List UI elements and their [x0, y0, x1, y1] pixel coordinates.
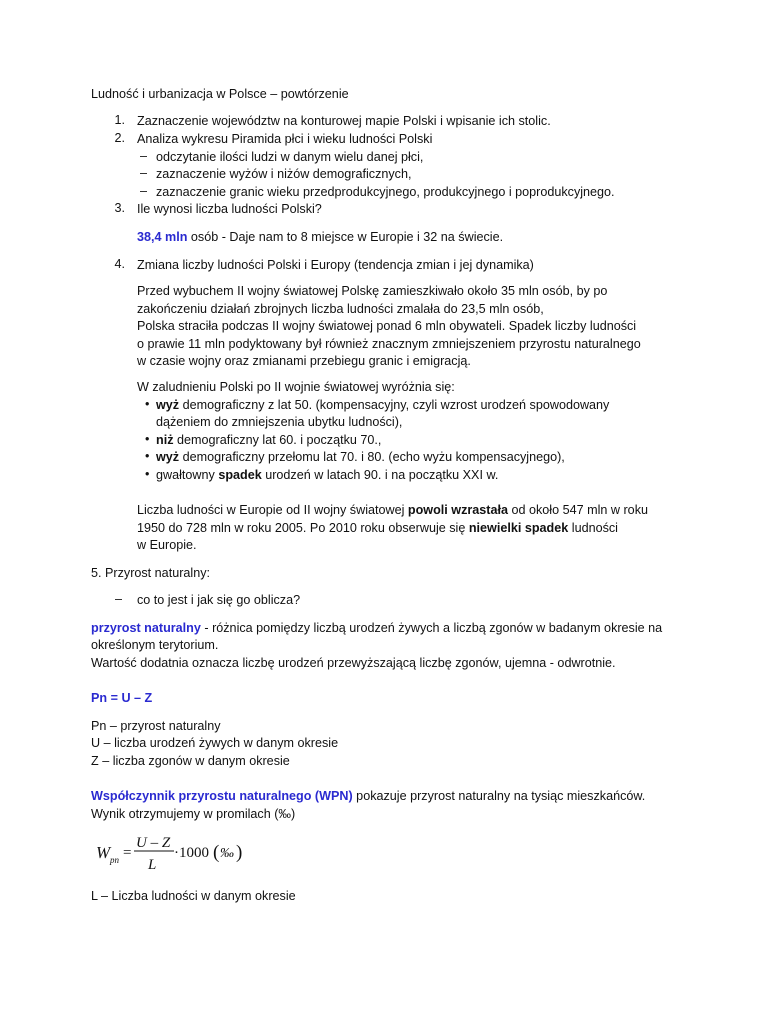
- dash-icon: –: [140, 166, 148, 180]
- answer-text: osób - Daje nam to 8 miejsce w Europie i 32 na świecie.: [187, 230, 504, 244]
- list-number: 3.: [114, 201, 125, 215]
- legend-line: U – liczba urodzeń żywych w danym okresie: [91, 736, 339, 750]
- formula-equals: =: [123, 845, 132, 861]
- bullet-item: gwałtowny spadek urodzeń w latach 90. i na początku XXI w.: [156, 468, 499, 482]
- bullet-item: wyż demograficzny przełomu lat 70. i 80. (echo wyżu kompensacyjnego),: [156, 450, 565, 464]
- list-item: Zaznaczenie województw na konturowej mapie Polski i wpisanie ich stolic.: [137, 114, 551, 128]
- paragraph-line: Liczba ludności w Europie od II wojny światowej powoli wzrastała od około 547 mln w roku: [137, 503, 648, 517]
- sub-item: zaznaczenie wyżów i niżów demograficznych,: [156, 167, 412, 181]
- paren-close: ): [236, 842, 243, 863]
- list-item: Analiza wykresu Piramida płci i wieku ludności Polski: [137, 132, 433, 146]
- paragraph-line: 1950 do 728 mln w roku 2005. Po 2010 roku obserwuje się niewielki spadek ludności: [137, 521, 618, 535]
- formula-unit: ‰: [220, 846, 234, 861]
- sub-item: zaznaczenie granic wieku przedprodukcyjnego, produkcyjnego i poprodukcyjnego.: [156, 185, 615, 199]
- paragraph-intro: W zaludnieniu Polski po II wojnie światowej wyróżnia się:: [137, 380, 455, 394]
- sub-item: co to jest i jak się go oblicza?: [137, 593, 301, 607]
- list-number: 4.: [114, 257, 125, 271]
- paragraph-line: Polska straciła podczas II wojny światowej ponad 6 mln obywateli. Spadek liczby ludności: [137, 319, 637, 333]
- legend-line: Z – liczba zgonów w danym okresie: [91, 754, 290, 768]
- bullet-item: niż demograficzny lat 60. i początku 70.,: [156, 433, 382, 447]
- wpn-definition: Współczynnik przyrostu naturalnego (WPN) pokazuje przyrost naturalny na tysiąc mieszkańców.: [91, 789, 646, 803]
- definition-line: Wartość dodatnia oznacza liczbę urodzeń przewyższającą liczbę zgonów, ujemna - odwrotnie.: [91, 656, 616, 670]
- section-heading: 5. Przyrost naturalny:: [91, 566, 210, 580]
- bullet-icon: •: [145, 432, 150, 446]
- formula-numerator: U – Z: [136, 835, 171, 851]
- paragraph-line: zakończeniu działań zbrojnych liczba ludności zmalała do 23,5 mln osób,: [137, 302, 544, 316]
- paren-open: (: [213, 842, 220, 863]
- bullet-item-cont: dążeniem do zmniejszenia ubytku ludności),: [156, 415, 403, 429]
- dash-icon: –: [140, 149, 148, 163]
- last-line: L – Liczba ludności w danym okresie: [91, 889, 296, 903]
- paragraph-line: w Europie.: [137, 538, 197, 552]
- paragraph-line: w czasie wojny oraz zmianami przebiegu granic i emigracją.: [137, 354, 471, 368]
- wpn-term: Współczynnik przyrostu naturalnego (WPN): [91, 789, 353, 803]
- formula-denominator: L: [148, 857, 157, 873]
- list-number: 1.: [114, 113, 125, 127]
- formula-text: Pn = U – Z: [91, 691, 153, 705]
- paragraph-line: o prawie 11 mln podyktowany był również znacznym zmniejszeniem przyrostu naturalnego: [137, 337, 641, 351]
- bullet-item: wyż demograficzny z lat 50. (kompensacyjny, czyli wzrost urodzeń spowodowany: [156, 398, 610, 412]
- definition-line: określonym terytorium.: [91, 638, 219, 652]
- bullet-icon: •: [145, 397, 150, 411]
- formula-multiplier: ·1000: [174, 845, 209, 861]
- definition-term: przyrost naturalny: [91, 621, 201, 635]
- sub-item: odczytanie ilości ludzi w danym wielu danej płci,: [156, 150, 424, 164]
- dash-icon: –: [140, 184, 148, 198]
- bullet-icon: •: [145, 467, 150, 481]
- page-title: Ludność i urbanizacja w Polsce – powtórzenie: [91, 87, 349, 101]
- legend-line: Pn – przyrost naturalny: [91, 719, 221, 733]
- definition: przyrost naturalny - różnica pomiędzy liczbą urodzeń żywych a liczbą zgonów w badanym okresie na: [91, 621, 663, 635]
- bullet-icon: •: [145, 449, 150, 463]
- wpn-line: Wynik otrzymujemy w promilach (‰): [91, 807, 296, 821]
- formula-w: W: [96, 843, 111, 862]
- list-number: 2.: [114, 131, 125, 145]
- list-item: Zmiana liczby ludności Polski i Europy (tendencja zmian i jej dynamika): [137, 258, 534, 272]
- wpn-formula: [94, 828, 254, 876]
- formula-subscript: pn: [110, 855, 119, 865]
- dash-icon: –: [115, 592, 123, 606]
- paragraph-line: Przed wybuchem II wojny światowej Polskę zamieszkiwało około 35 mln osób, by po: [137, 284, 608, 298]
- list-item: Ile wynosi liczba ludności Polski?: [137, 202, 322, 216]
- answer: [137, 229, 503, 246]
- answer-value: 38,4 mln: [137, 230, 188, 244]
